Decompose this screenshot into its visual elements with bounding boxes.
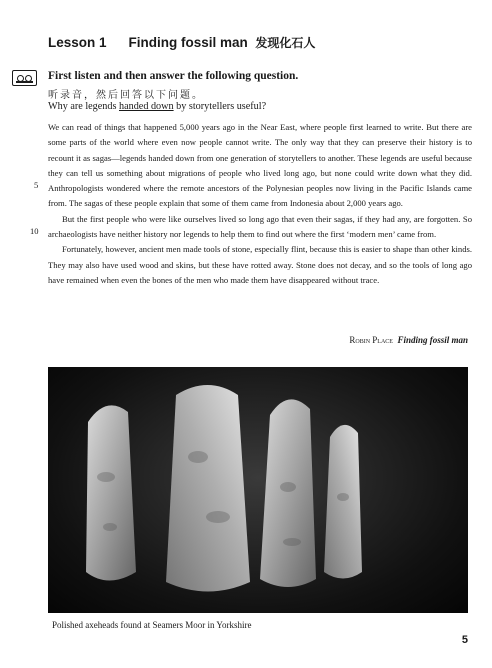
underlined-phrase: handed down — [119, 101, 174, 112]
question-instruction: First listen and then answer the following question. — [48, 70, 299, 82]
citation-work: Finding fossil man — [397, 335, 468, 345]
paragraph-2: But the first people who were like ourselves lived so long ago that even their sagas, if they had any, are forgotten. So archaeologists have neither history nor legends to help them to find out where the first ‘modern men’ came from. — [48, 213, 472, 240]
citation — [349, 335, 468, 345]
paragraph-3: Fortunately, however, ancient men made tools of stone, especially flint, because this is easier to shape than other kinds. They may also have used wood and skins, but these have rotted away. Stone does not decay, and so the tools of long ago have remained when even the bones of the men who made them have disappeared without trace. — [48, 244, 472, 285]
lesson-number: Lesson 1 — [48, 35, 107, 50]
axeheads-illustration — [48, 367, 468, 613]
citation-author: Robin Place — [349, 335, 393, 345]
lesson-header — [48, 34, 315, 51]
lesson-title-chinese: 发现化石人 — [255, 36, 316, 50]
cassette-tape-icon — [12, 70, 37, 86]
figure-caption: Polished axeheads found at Seamers Moor in Yorkshire — [52, 620, 252, 630]
question-text: Why are legends handed down by storytellers useful? — [48, 101, 267, 112]
reading-passage — [48, 120, 472, 288]
question-instruction-chinese: 听录音，然后回答以下问题。 — [48, 90, 204, 101]
line-number-5: 5 — [34, 180, 39, 190]
line-number-10: 10 — [30, 226, 39, 236]
axeheads-photo — [48, 367, 468, 613]
paragraph-1: We can read of things that happened 5,000 years ago in the Near East, where people first learned to write. But there are some parts of the world where even now people cannot write. The only way that they can preserve their history is to recount it as sagas—legends handed down from one generation of storytellers to another. These legends are useful because they can tell us something about migrations of people who lived long ago, but none could write down what they did. Anthropologists wondered where the remote ancestors of the Polynesian peoples now living in the Pacific Islands came from. The sagas of these people explain that some of them came from Indonesia about 2,000 years ago. — [48, 122, 472, 209]
lesson-title: Finding fossil man — [128, 35, 248, 50]
page-number: 5 — [461, 634, 468, 646]
